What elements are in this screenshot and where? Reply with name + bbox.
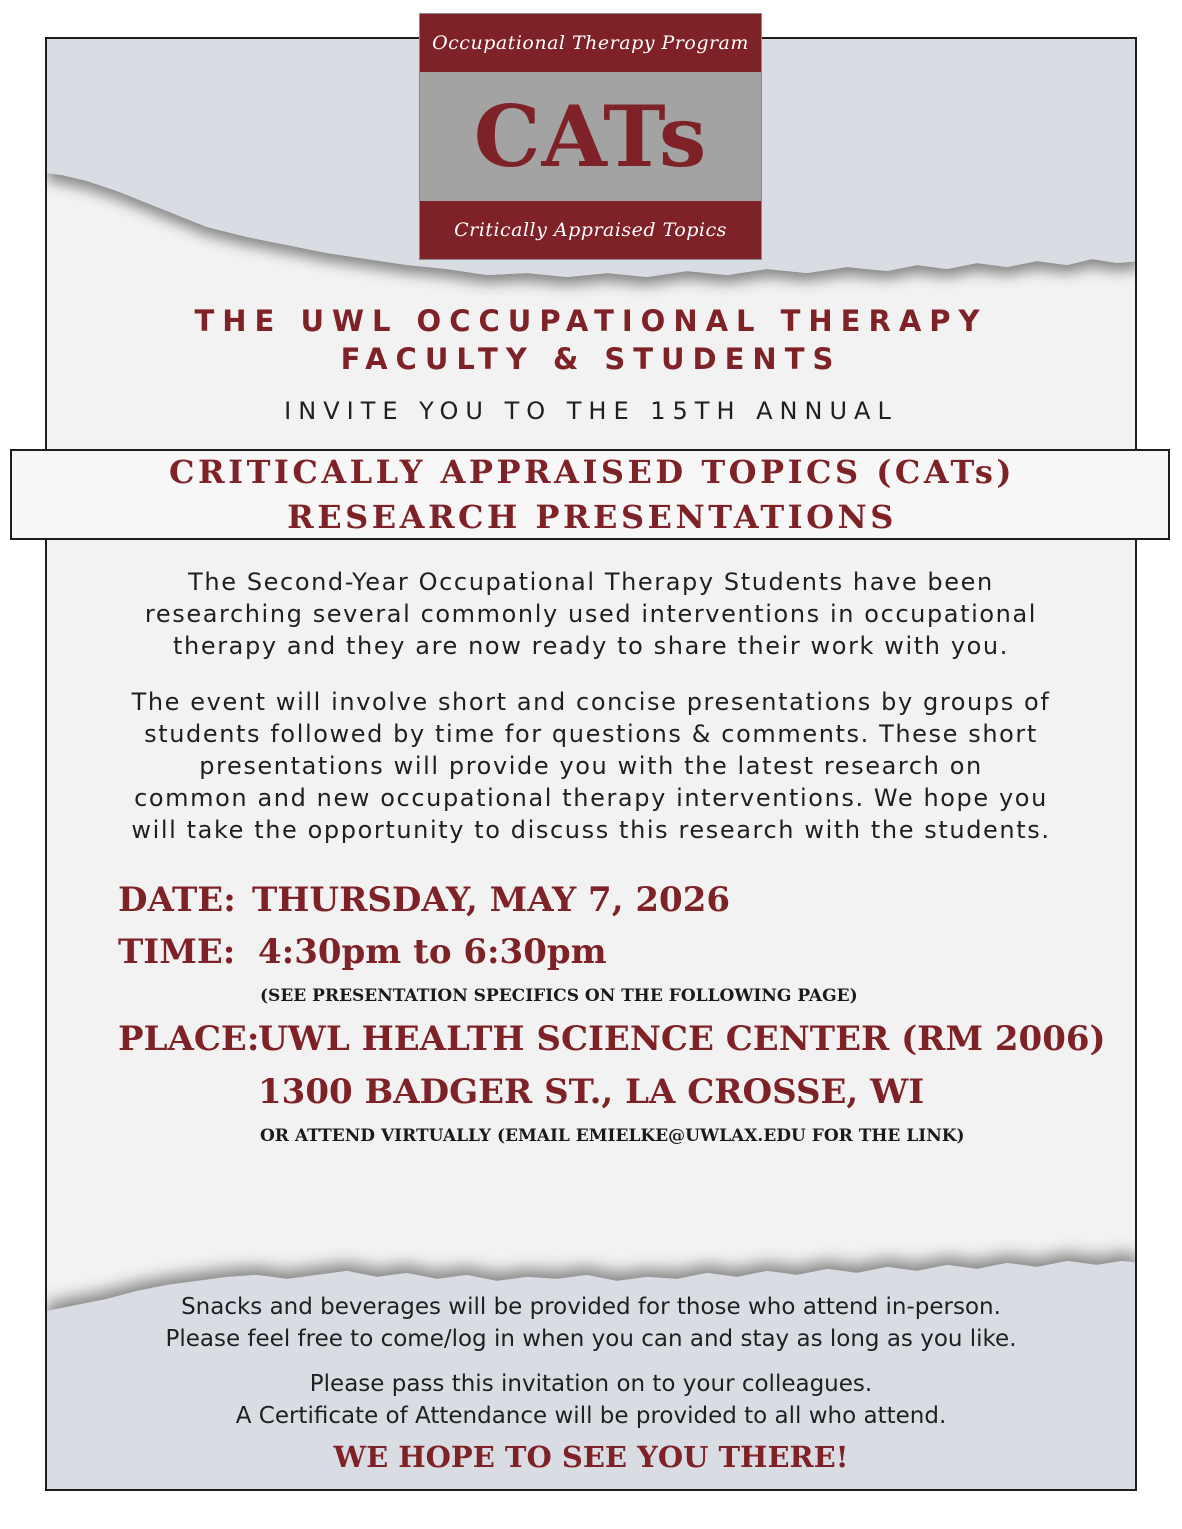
time-label: TIME:	[118, 932, 236, 972]
intro-p1-line: The Second-Year Occupational Therapy Students have been	[188, 568, 994, 596]
place-label: PLACE:	[118, 1019, 260, 1059]
logo-program-banner: Occupational Therapy Program	[420, 14, 761, 72]
heading-line-2: FACULTY & STUDENTS	[340, 342, 842, 376]
logo-topics-banner: Critically Appraised Topics	[420, 201, 761, 259]
date-label: DATE:	[118, 880, 236, 920]
footer-come-line: Please feel free to come/log in when you can and stay as long as you like.	[165, 1326, 1017, 1352]
intro-p2-line: will take the opportunity to discuss this research with the students.	[131, 816, 1051, 844]
time-value: 4:30pm to 6:30pm	[258, 932, 607, 972]
event-title-box	[10, 449, 1170, 540]
event-title-line-2: RESEARCH PRESENTATIONS	[287, 498, 897, 536]
intro-p2-line: common and new occupational therapy interventions. We hope you	[134, 784, 1048, 812]
invite-line: INVITE YOU TO THE 15TH ANNUAL	[284, 397, 898, 425]
virtual-attendance-note: OR ATTEND VIRTUALLY (EMAIL EMIELKE@UWLAX.EDU FOR THE LINK)	[260, 1126, 965, 1146]
intro-p2-line: The event will involve short and concise presentations by groups of	[131, 688, 1051, 716]
time-note: (SEE PRESENTATION SPECIFICS ON THE FOLLOWING PAGE)	[260, 986, 858, 1006]
footer-pass-line: Please pass this invitation on to your colleagues.	[309, 1371, 873, 1397]
place-value-address: 1300 BADGER ST., LA CROSSE, WI	[258, 1072, 925, 1112]
intro-p2-line: presentations will provide you with the latest research on	[199, 752, 983, 780]
heading-line-1: THE UWL OCCUPATIONAL THERAPY	[194, 304, 988, 338]
date-value: THURSDAY, MAY 7, 2026	[252, 880, 731, 920]
logo-cats-text: CATs	[473, 87, 708, 186]
place-value-venue: UWL HEALTH SCIENCE CENTER (RM 2006)	[258, 1019, 1106, 1059]
intro-paragraph-2	[40, 686, 1142, 846]
footer-certificate-line: A Certificate of Attendance will be provided to all who attend.	[235, 1403, 947, 1429]
intro-p2-line: students followed by time for questions & comments. These short	[144, 720, 1038, 748]
closing-message: WE HOPE TO SEE YOU THERE!	[333, 1440, 849, 1474]
intro-p1-line: researching several commonly used interventions in occupational	[144, 600, 1038, 628]
intro-p1-line: therapy and they are now ready to share their work with you.	[173, 632, 1009, 660]
event-title-line-1: CRITICALLY APPRAISED TOPICS (CATs)	[169, 453, 1015, 491]
footer-snacks-line: Snacks and beverages will be provided for those who attend in-person.	[181, 1294, 1001, 1320]
intro-paragraph-1	[40, 566, 1142, 662]
cats-logo	[420, 14, 761, 259]
